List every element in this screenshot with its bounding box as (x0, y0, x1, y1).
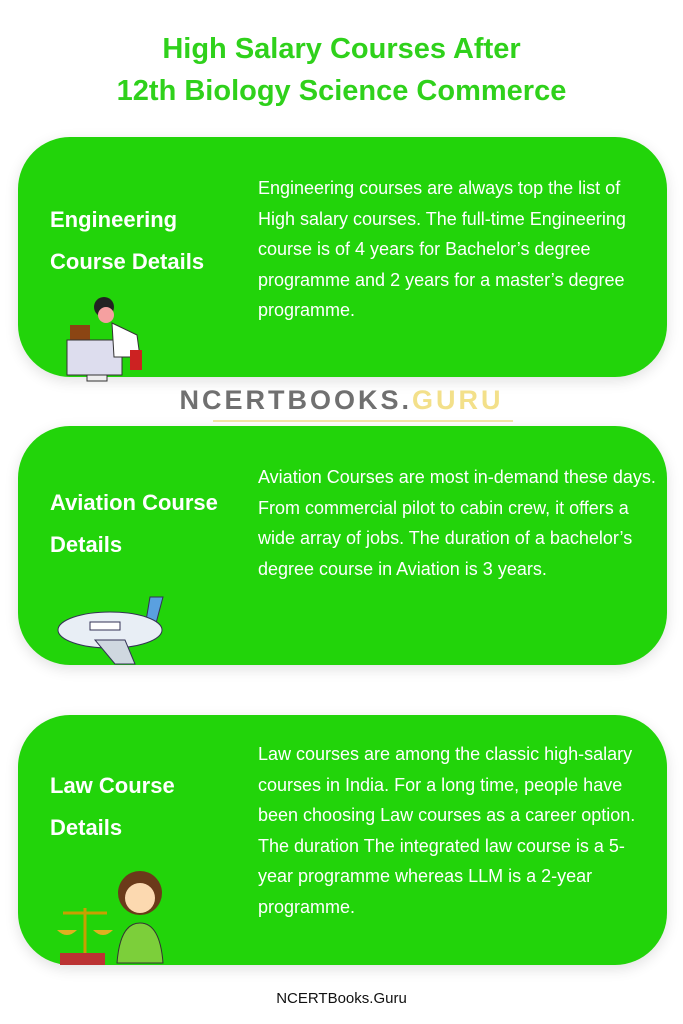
title-line-1: High Salary Courses After (162, 33, 521, 65)
card-heading: Aviation Course Details (50, 490, 218, 557)
page-title (0, 28, 683, 112)
card-text: Engineering courses are always top the list of High salary courses. The full-time Engineering course is of 4 years for Bachelor’s degree programme and 2 years for a master’s degree programme. (258, 178, 626, 320)
watermark-underline (213, 420, 513, 422)
engineer-icon (52, 295, 162, 385)
watermark-accent: GURU (412, 385, 504, 415)
card-heading: Law Course Details (50, 773, 175, 840)
title-line-2: 12th Biology Science Commerce (116, 75, 567, 107)
watermark-main: NCERTBOOKS. (179, 385, 412, 415)
card-text: Aviation Courses are most in-demand these days. From commercial pilot to cabin crew, it offers a wide array of jobs. The duration of a bachelor’s degree course in Aviation is 3 years. (258, 467, 656, 579)
footer-credit: NCERTBooks.Guru (276, 990, 407, 1007)
watermark (0, 385, 683, 416)
card-heading: Engineering Course Details (50, 207, 205, 274)
lawyer-icon (55, 868, 185, 968)
card-text: Law courses are among the classic high-salary courses in India. For a long time, people have been choosing Law courses as a career option. The duration The integrated law course is a 5-year programme whereas LLM is a 2-year programme. (258, 744, 636, 917)
airplane-icon (55, 592, 170, 667)
